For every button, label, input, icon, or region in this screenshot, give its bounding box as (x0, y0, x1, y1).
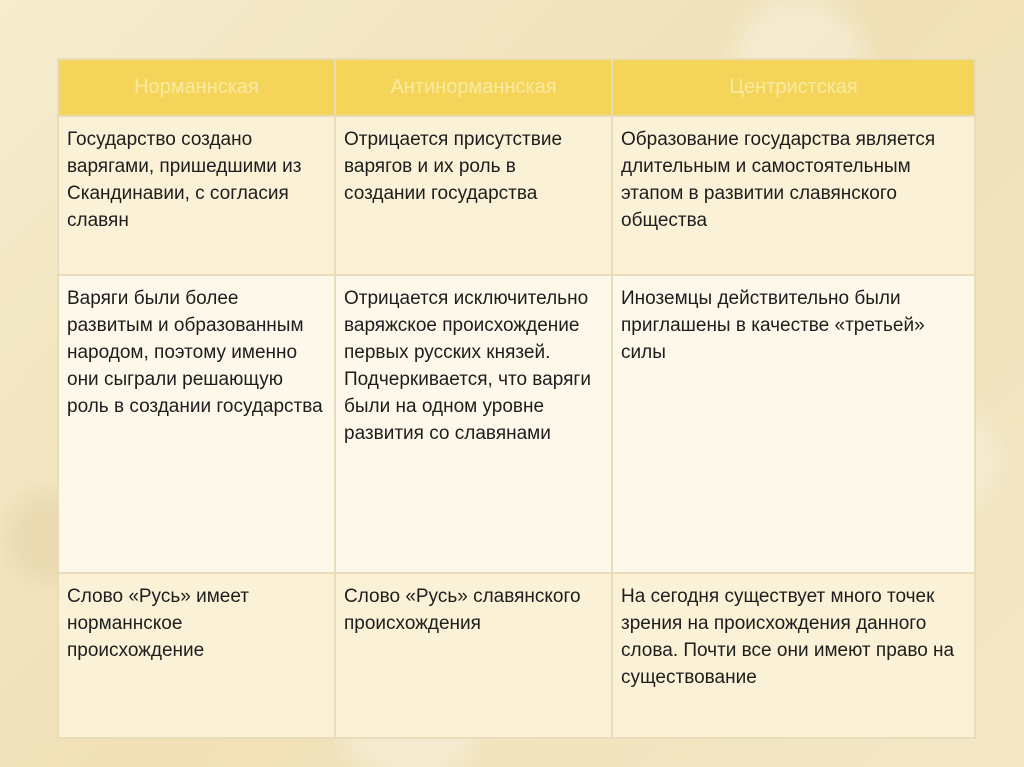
table-row (59, 276, 974, 572)
table-row (59, 117, 974, 274)
theories-table-container (57, 58, 974, 739)
header-centrist: Центристская (613, 60, 974, 115)
table-cell: Отрицается исключительно варяжское происхождение первых русских князей. Подчеркивается, что варяги были на одном уровне развития со славянами (336, 276, 611, 572)
table-cell: Отрицается присутствие варягов и их роль в создании государства (336, 117, 611, 274)
table-cell: Слово «Русь» имеет норманнское происхождение (59, 574, 334, 737)
table-cell: Иноземцы действительно были приглашены в качестве «третьей» силы (613, 276, 974, 572)
table-row (59, 574, 974, 737)
table-cell: Государство создано варягами, пришедшими из Скандинавии, с согласия славян (59, 117, 334, 274)
table-cell: Образование государства является длительным и самостоятельным этапом в развитии славянского общества (613, 117, 974, 274)
header-antinorman: Антинорманнская (336, 60, 611, 115)
table-cell: На сегодня существует много точек зрения на происхождения данного слова. Почти все они имеют право на существование (613, 574, 974, 737)
table-cell: Слово «Русь» славянского происхождения (336, 574, 611, 737)
table-cell: Варяги были более развитым и образованным народом, поэтому именно они сыграли решающую роль в создании государства (59, 276, 334, 572)
header-norman: Норманнская (59, 60, 334, 115)
header-row (59, 60, 974, 115)
theories-table (57, 58, 976, 739)
